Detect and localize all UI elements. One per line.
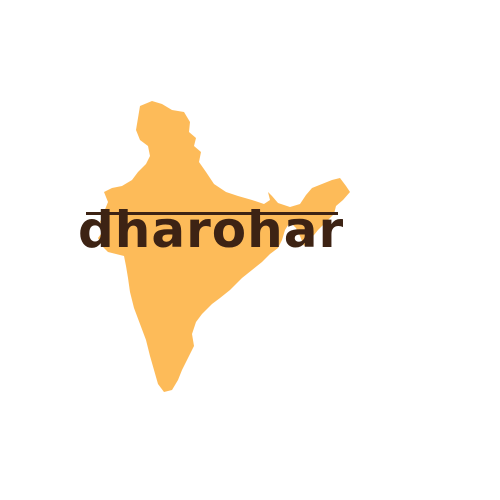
brand-wordmark: dharohar: [78, 201, 345, 259]
